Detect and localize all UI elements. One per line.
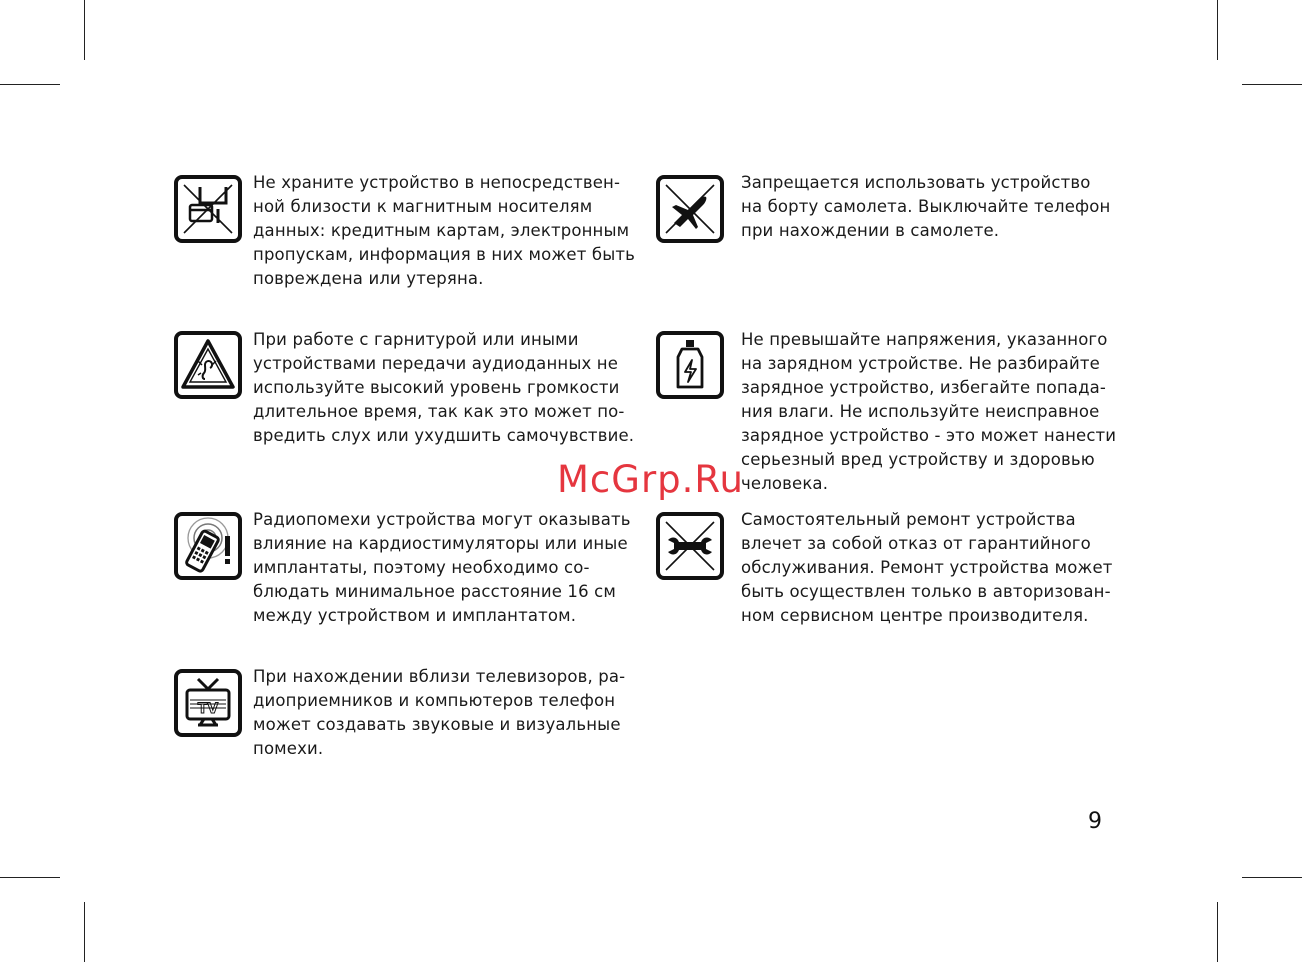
crop-mark [0,877,60,878]
text-line: на зарядном устройстве. Не разбирайте [741,354,1100,373]
text-line: пропускам, информация в них может быть [253,245,636,264]
text-line: влечет за собой отказ от гарантийного [741,534,1091,553]
text-line: Не храните устройство в непосредствен- [253,173,621,192]
text-line: ной близости к магнитным носителям [253,197,593,216]
warning-text [741,171,1110,243]
no-airplane-icon [656,175,724,243]
text-line: повреждена или утеряна. [253,269,484,288]
warning-text [741,508,1113,628]
text-line: Не превышайте напряжения, указанного [741,330,1108,349]
page-number: 9 [1088,809,1102,834]
tv-interference-icon [174,669,242,737]
crop-mark [1242,877,1302,878]
text-line: при нахождении в самолете. [741,221,1000,240]
text-line: вредить слух или ухудшить самочувствие. [253,426,635,445]
crop-mark [1217,902,1218,962]
warning-text [253,328,634,448]
crop-mark [1217,0,1218,60]
text-line: Самостоятельный ремонт устройства [741,510,1076,529]
text-line: Радиопомехи устройства могут оказывать [253,510,631,529]
warning-text [253,665,625,761]
text-line: между устройством и имплантатом. [253,606,577,625]
no-self-repair-icon [656,512,724,580]
text-line: диоприемников и компьютеров телефон [253,691,616,710]
text-line: При работе с гарнитурой или иными [253,330,579,349]
text-line: человека. [741,474,829,493]
warning-text [253,508,631,628]
watermark: McGrp.Ru [557,458,744,501]
text-line: ном сервисном центре производителя. [741,606,1089,625]
text-line: длительное время, так как это может по- [253,402,625,421]
warning-text [741,328,1116,496]
text-line: зарядное устройство - это может нанести [741,426,1117,445]
magnetic-card-warning-icon [174,175,242,243]
hearing-damage-icon [174,331,242,399]
crop-mark [0,84,60,85]
text-line: серьезный вред устройству и здоровью [741,450,1095,469]
text-line: помехи. [253,739,324,758]
warning-text [253,171,635,291]
text-line: обслуживания. Ремонт устройства может [741,558,1113,577]
text-line: зарядное устройство, избегайте попада- [741,378,1106,397]
text-line: может создавать звуковые и визуальные [253,715,621,734]
tv-icon-label: TV [197,701,219,717]
charger-voltage-icon [656,331,724,399]
crop-mark [84,902,85,962]
text-line: устройствами передачи аудиоданных не [253,354,619,373]
text-line: влияние на кардиостимуляторы или иные [253,534,628,553]
text-line: При нахождении вблизи телевизоров, ра- [253,667,626,686]
text-line: ния влаги. Не используйте неисправное [741,402,1100,421]
crop-mark [1242,84,1302,85]
radio-interference-phone-icon [174,512,242,580]
text-line: используйте высокий уровень громкости [253,378,620,397]
text-line: быть осуществлен только в авторизован- [741,582,1111,601]
crop-mark [84,0,85,60]
text-line: данных: кредитным картам, электронным [253,221,630,240]
text-line: на борту самолета. Выключайте телефон [741,197,1111,216]
text-line: имплантаты, поэтому необходимо со- [253,558,590,577]
text-line: Запрещается использовать устройство [741,173,1091,192]
text-line: блюдать минимальное расстояние 16 см [253,582,616,601]
